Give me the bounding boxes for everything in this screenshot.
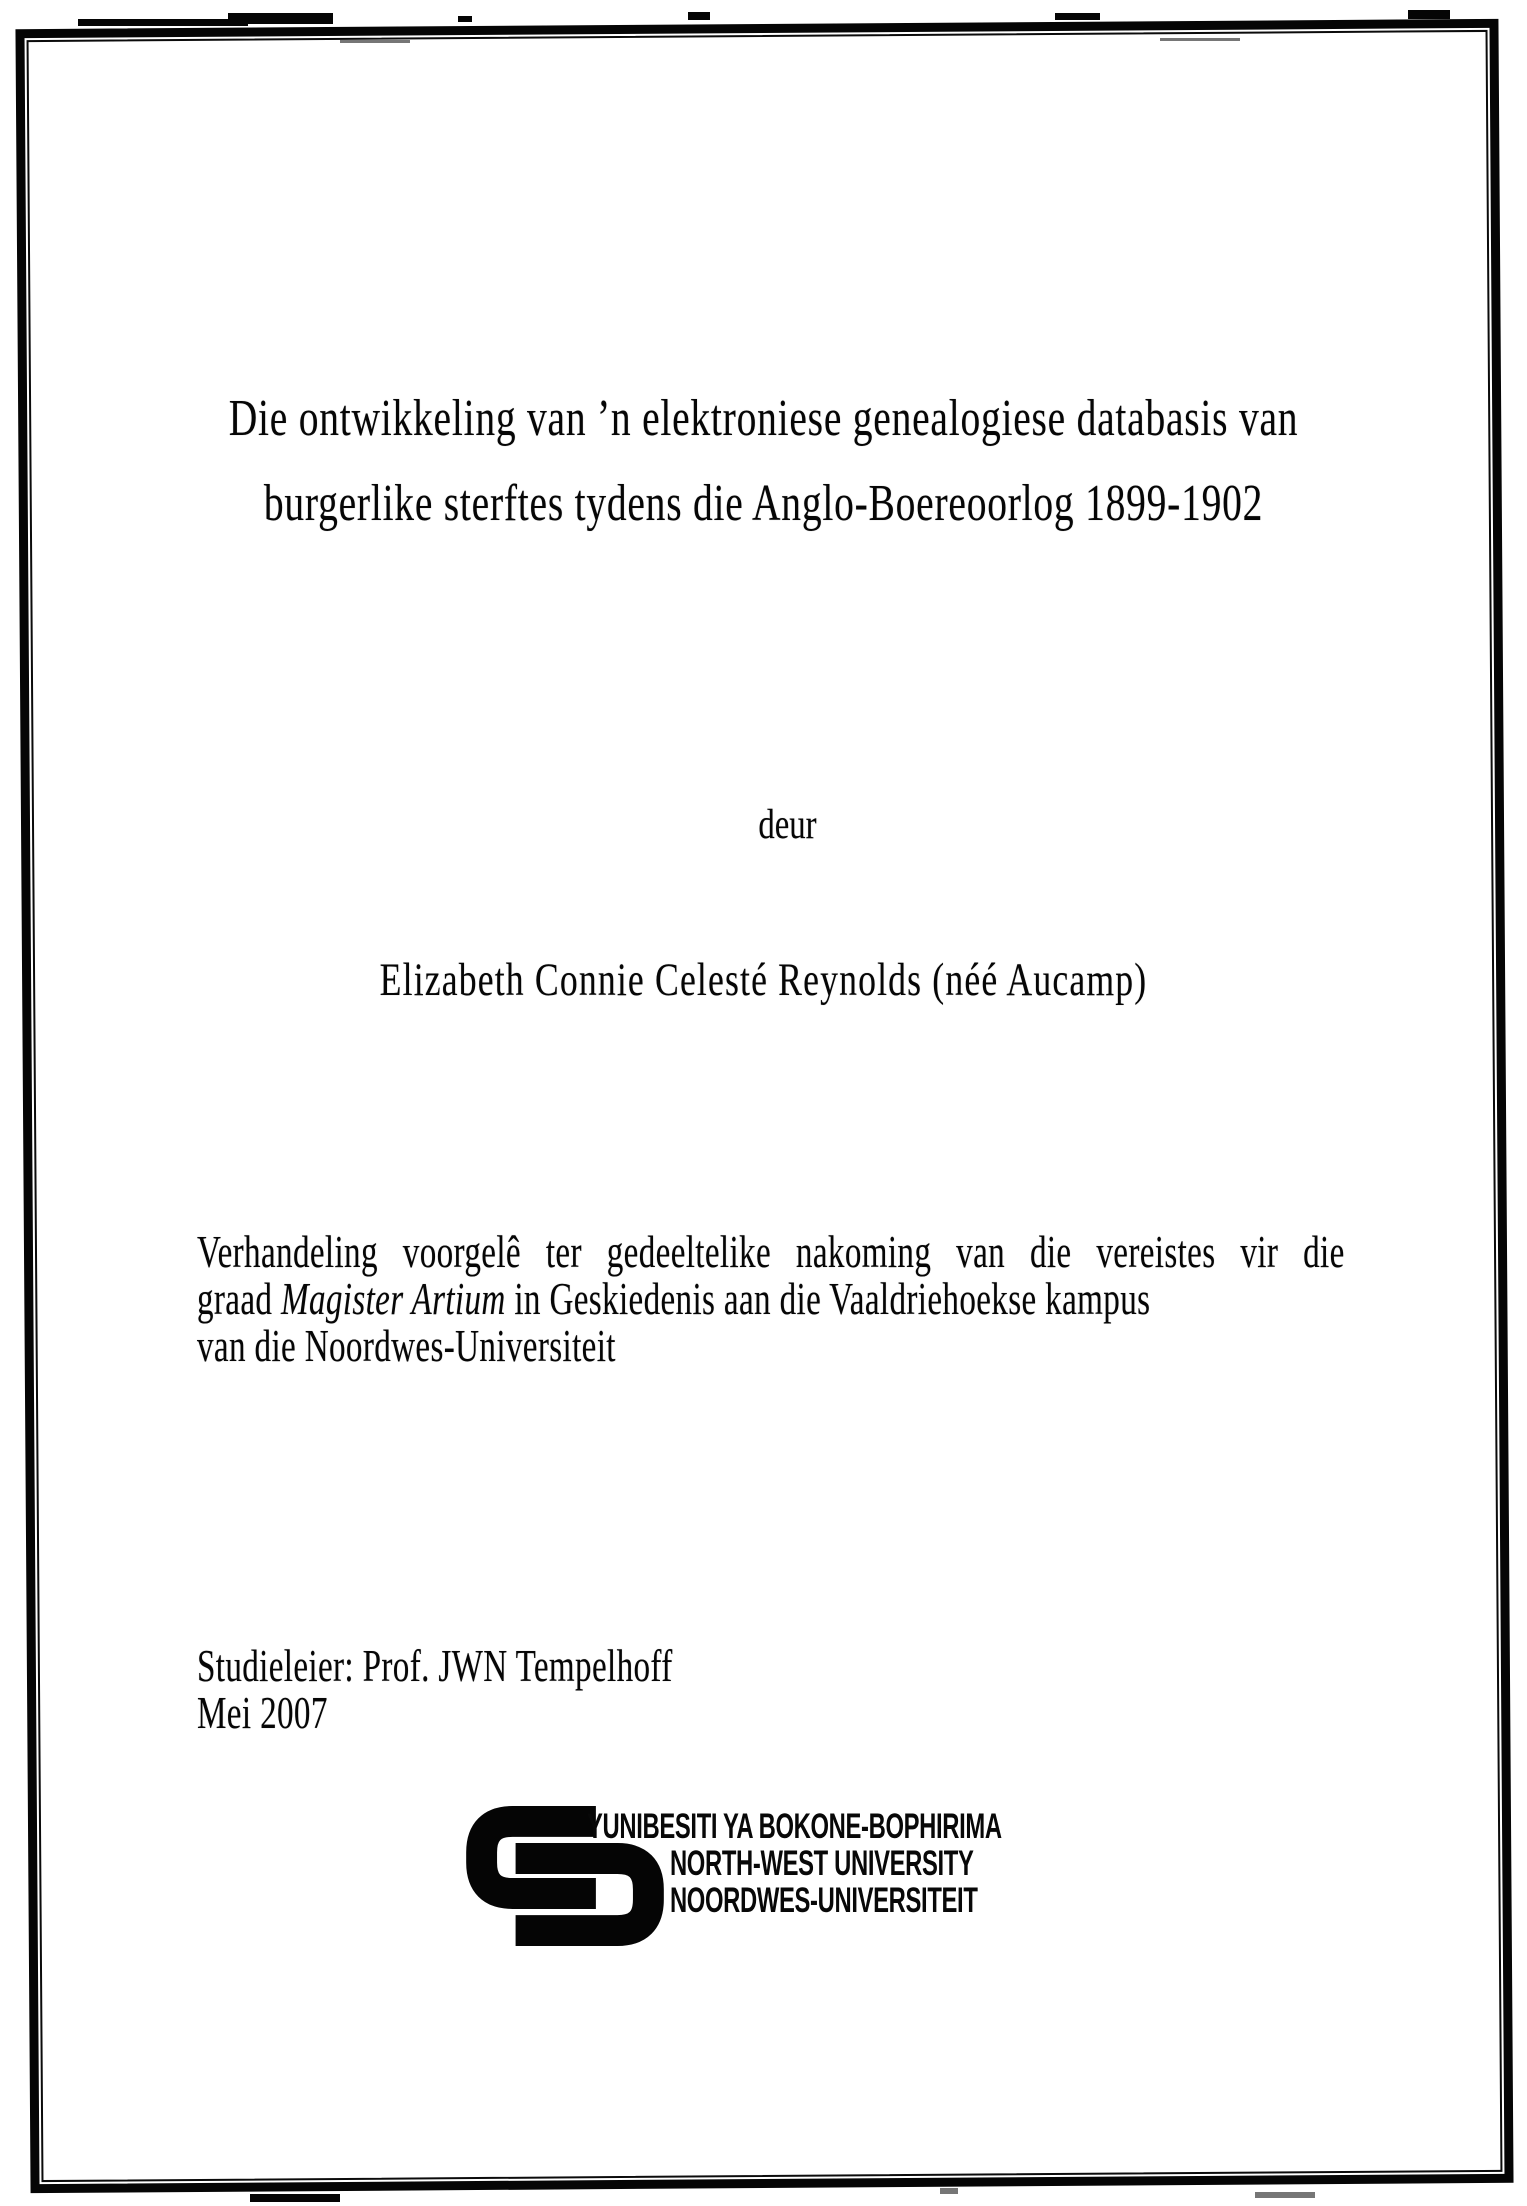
statement-degree-name: Magister Artium [280, 1273, 506, 1324]
thesis-title [0, 376, 1527, 546]
statement-line-2 [197, 1275, 1345, 1322]
scan-artifact [458, 16, 472, 22]
statement-line-1: Verhandeling voorgelê ter gedeeltelike nakoming van die vereistes vir die [197, 1226, 1345, 1277]
university-name-afrikaans: NOORDWES-UNIVERSITEIT [669, 1881, 978, 1920]
thesis-title-line-1: Die ontwikkeling van ’n elektroniese genealogiese databasis van [228, 390, 1299, 447]
byline-label: deur [758, 802, 817, 848]
scan-artifact [1160, 38, 1240, 41]
statement-line-2-prefix: graad [197, 1273, 281, 1324]
statement-line-2-suffix: in Geskiedenis aan die Vaaldriehoekse kampus [505, 1273, 1151, 1324]
supervisor-block [197, 1642, 989, 1736]
thesis-title-line-2: burgerlike sterftes tydens die Anglo-Boereoorlog 1899-1902 [263, 475, 1264, 532]
university-logo [466, 1800, 1186, 1980]
university-name-english: NORTH-WEST UNIVERSITY [669, 1844, 974, 1883]
supervisor-line: Studieleier: Prof. JWN Tempelhoff [197, 1640, 673, 1691]
date-line: Mei 2007 [197, 1687, 328, 1738]
scan-artifact [688, 12, 710, 20]
submission-statement [197, 1228, 1345, 1369]
scan-artifact [1408, 10, 1450, 19]
statement-line-3: van die Noordwes-Universiteit [197, 1320, 616, 1371]
university-name-setswana: YUNIBESITI YA BOKONE-BOPHIRIMA [587, 1807, 1002, 1846]
scan-artifact [250, 2194, 340, 2202]
scan-artifact [78, 19, 248, 26]
scan-artifact [340, 40, 410, 43]
university-wordmark [587, 1808, 1002, 1919]
scan-artifact [940, 2188, 958, 2194]
scan-artifact [1055, 13, 1100, 20]
author-name: Elizabeth Connie Celesté Reynolds (néé Aucamp) [379, 954, 1148, 1006]
scan-artifact [228, 13, 333, 24]
scan-artifact [1255, 2192, 1315, 2198]
